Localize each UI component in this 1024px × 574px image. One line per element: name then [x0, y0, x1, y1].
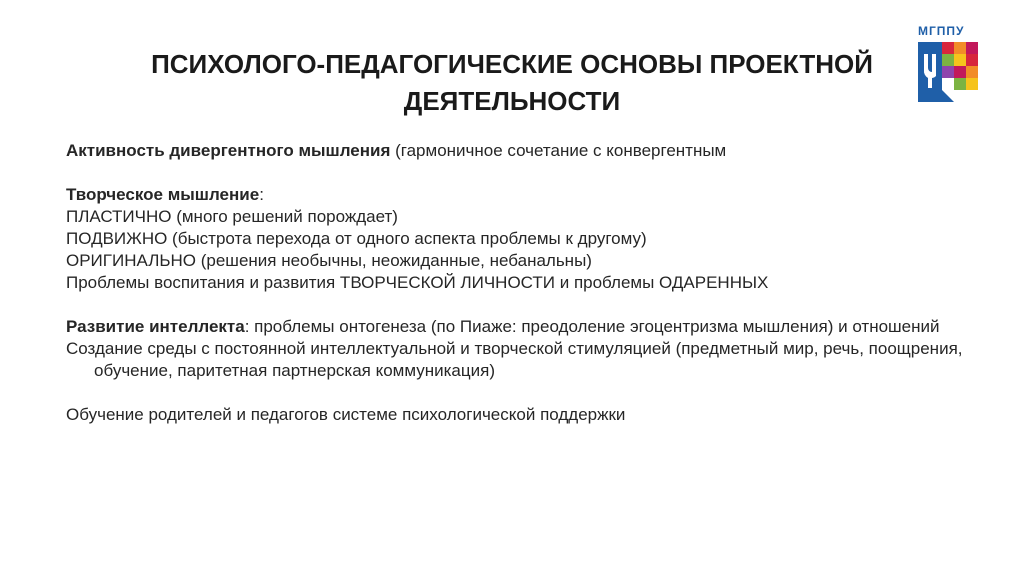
- creative-thinking-colon: :: [259, 185, 264, 204]
- environment-line: Создание среды с постоянной интеллектуальной и творческой стимуляцией (предметный мир, речь, поощрения, обучение, паритетная партнерская коммуникация): [66, 339, 963, 380]
- divergent-thinking-text: (гармоничное сочетание с конвергентным: [390, 141, 727, 160]
- slide-title: [60, 46, 964, 120]
- slide-content: [66, 140, 966, 426]
- intellect-development-heading: Развитие интеллекта: [66, 317, 245, 336]
- intellect-development-text: : проблемы онтогенеза (по Пиаже: преодоление эгоцентризма мышления) и отношений: [244, 317, 940, 336]
- original-line: ОРИГИНАЛЬНО (решения необычны, неожиданные, небанальны): [66, 251, 592, 270]
- training-line: Обучение родителей и педагогов системе психологической поддержки: [66, 405, 626, 424]
- plastic-line: ПЛАСТИЧНО (много решений порождает): [66, 207, 398, 226]
- intellect-development-line: [66, 316, 966, 338]
- divergent-thinking-line: [66, 140, 966, 162]
- problems-line: Проблемы воспитания и развития ТВОРЧЕСКОЙ ЛИЧНОСТИ и проблемы ОДАРЕННЫХ: [66, 273, 769, 292]
- slide-title-line-1: ПСИХОЛОГО-ПЕДАГОГИЧЕСКИЕ ОСНОВЫ ПРОЕКТНОЙ: [151, 49, 873, 79]
- mgppu-logo: [918, 24, 978, 108]
- logo-text: МГППУ: [918, 24, 965, 38]
- creative-thinking-line: [66, 184, 966, 206]
- logo-emblem-icon: [918, 42, 978, 108]
- divergent-thinking-heading: Активность дивергентного мышления: [66, 141, 391, 160]
- slide-title-line-2: ДЕЯТЕЛЬНОСТИ: [403, 86, 621, 116]
- creative-thinking-heading: Творческое мышление: [66, 185, 260, 204]
- mobile-line: ПОДВИЖНО (быстрота перехода от одного аспекта проблемы к другому): [66, 229, 647, 248]
